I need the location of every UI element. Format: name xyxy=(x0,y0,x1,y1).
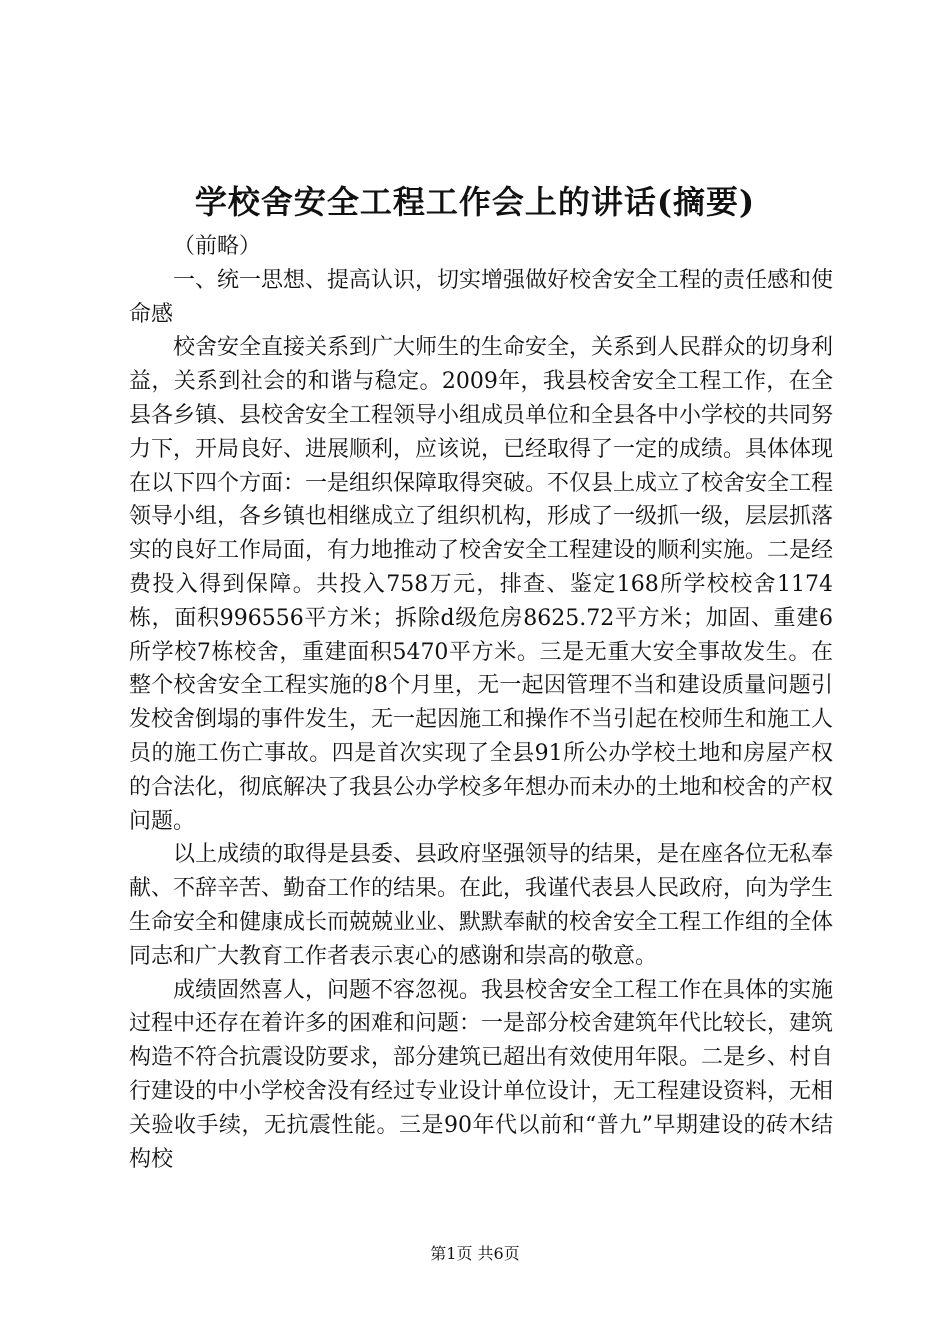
document-title: 学校舍安全工程工作会上的讲话(摘要) xyxy=(194,183,756,221)
paragraph-section-heading: 一、统一思想、提高认识，切实增强做好校舍安全工程的责任感和使命感 xyxy=(129,267,834,327)
paragraph-achievements: 校舍安全直接关系到广大师生的生命安全，关系到人民群众的切身利益，关系到社会的和谐与稳定。2009年，我县校舍安全工程工作，在全县各乡镇、县校舍安全工程领导小组成员单位和全县各中小学校的共同努力下，开局良好、进展顺利，应该说，已经取得了一定的成绩。具体体现在以下四个方面：一是组织保障取得突破。不仅县上成立了校舍安全工程领导小组，各乡镇也相继成立了组织机构，形成了一级抓一级，层层抓落实的良好工作局面，有力地推动了校舍安全工程建设的顺利实施。二是经费投入得到保障。共投入758万元，排查、鉴定168所学校校舍1174栋，面积996556平方米；拆除d级危房8625.72平方米；加固、重建6所学校7栋校舍，重建面积5470平方米。三是无重大安全事故发生。在整个校舍安全工程实施的8个月里，无一起因管理不当和建设质量问题引发校舍倒塌的事件发生，无一起因施工和操作不当引起在校师生和施工人员的施工伤亡事故。四是首次实现了全县91所公办学校土地和房屋产权的合法化，彻底解决了我县公办学校多年想办而未办的土地和校舍的产权问题。 xyxy=(129,335,834,834)
document-body xyxy=(129,230,833,1176)
paragraph-thanks: 以上成绩的取得是县委、县政府坚强领导的结果，是在座各位无私奉献、不辞辛苦、勤奋工作的结果。在此，我谨代表县人民政府，向为学生生命安全和健康成长而兢兢业业、默默奉献的校舍安全工程工作组的全体同志和广大教育工作者表示衷心的感谢和崇高的敬意。 xyxy=(129,842,834,969)
paragraph-preface: （前略） xyxy=(173,234,262,259)
page-number-footer: 第1页 共6页 xyxy=(430,1244,520,1263)
paragraph-problems: 成绩固然喜人，问题不容忽视。我县校舍安全工程工作在具体的实施过程中还存在着许多的困难和问题：一是部分校舍建筑年代比较长，建筑构造不符合抗震设防要求，部分建筑已超出有效使用年限。二是乡、村自行建设的中小学校舍没有经过专业设计单位设计，无工程建设资料，无相关验收手续，无抗震性能。三是90年代以前和“普九”早期建设的砖木结构校 xyxy=(129,977,834,1172)
